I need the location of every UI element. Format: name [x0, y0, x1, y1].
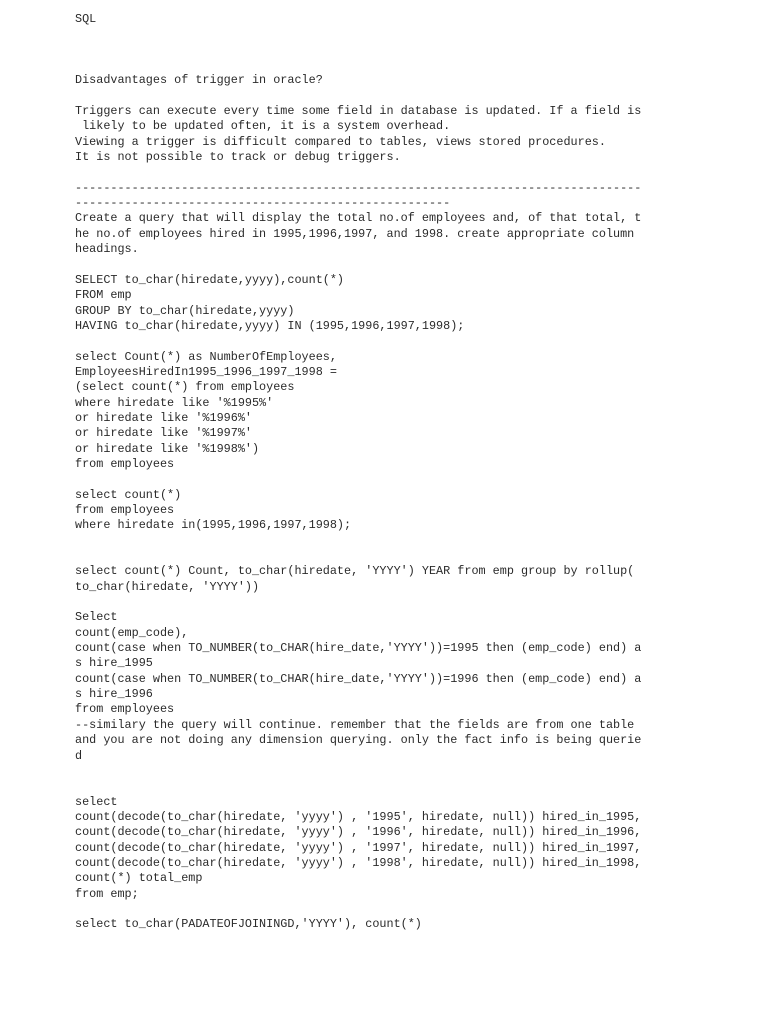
code-line: select to_char(PADATEOFJOININGD,'YYYY'), count(*): [75, 917, 422, 932]
code-line: EmployeesHiredIn1995_1996_1997_1998 =: [75, 364, 337, 379]
sql-query-2: [75, 350, 675, 473]
code-line: from emp;: [75, 886, 139, 901]
code-line: count(decode(to_char(hiredate, 'yyyy') , '1995', hiredate, null)) hired_in_1995,: [75, 809, 642, 824]
divider-line: -----------------------------------------------------: [75, 196, 451, 211]
code-line: to_char(hiredate, 'YYYY')): [75, 579, 260, 594]
code-line: count(emp_code),: [75, 625, 189, 640]
code-line: Select: [75, 610, 118, 625]
code-line: select count(*) Count, to_char(hiredate, 'YYYY') YEAR from emp group by rollup(: [75, 564, 635, 579]
answer-line: Viewing a trigger is difficult compared to tables, views stored procedures.: [75, 134, 606, 149]
question-heading: Disadvantages of trigger in oracle?: [75, 73, 323, 88]
code-line: where hiredate like '%1995%': [75, 395, 274, 410]
sql-query-3: [75, 488, 675, 534]
answer-line: likely to be updated often, it is a system overhead.: [75, 119, 451, 134]
sql-query-1: [75, 273, 675, 334]
answer-line: It is not possible to track or debug triggers.: [75, 150, 401, 165]
code-line: or hiredate like '%1998%'): [75, 441, 260, 456]
code-line: SELECT to_char(hiredate,yyyy),count(*): [75, 272, 345, 287]
document-page: [75, 12, 675, 933]
code-line: from employees: [75, 503, 175, 517]
question-block: [75, 211, 675, 257]
code-line: select Count(*) as NumberOfEmployees,: [75, 349, 337, 364]
answer-block: [75, 104, 675, 165]
document-title: SQL: [75, 12, 97, 26]
code-comment-line: and you are not doing any dimension querying. only the fact info is being querie: [75, 733, 642, 748]
code-line: count(case when TO_NUMBER(to_CHAR(hire_date,'YYYY'))=1996 then (emp_code) end) a: [75, 671, 642, 686]
code-line: from employees: [75, 456, 175, 471]
code-line: select count(*): [75, 487, 182, 502]
sql-query-7: [75, 917, 675, 932]
question-line: headings.: [75, 242, 139, 257]
code-line: count(decode(to_char(hiredate, 'yyyy') , '1998', hiredate, null)) hired_in_1998,: [75, 855, 642, 870]
code-line: s hire_1995: [75, 656, 153, 671]
code-line: FROM emp: [75, 288, 132, 303]
divider-line: --------------------------------------------------------------------------------: [75, 180, 642, 195]
code-line: count(*) total_emp: [75, 871, 203, 886]
code-line: where hiredate in(1995,1996,1997,1998);: [75, 518, 352, 533]
code-line: count(decode(to_char(hiredate, 'yyyy') , '1997', hiredate, null)) hired_in_1997,: [75, 840, 642, 855]
code-line: from employees: [75, 702, 175, 717]
sql-query-5: [75, 610, 675, 763]
sql-query-4: [75, 564, 675, 595]
code-line: count(decode(to_char(hiredate, 'yyyy') , '1996', hiredate, null)) hired_in_1996,: [75, 825, 642, 840]
code-line: or hiredate like '%1997%': [75, 426, 252, 441]
answer-line: Triggers can execute every time some field in database is updated. If a field is: [75, 104, 642, 119]
sql-query-6: [75, 795, 675, 902]
code-line: GROUP BY to_char(hiredate,yyyy): [75, 303, 295, 318]
code-line: or hiredate like '%1996%': [75, 410, 252, 425]
code-line: (select count(*) from employees: [75, 380, 295, 395]
code-comment-line: --similary the query will continue. remember that the fields are from one table: [75, 717, 635, 732]
code-line: count(case when TO_NUMBER(to_CHAR(hire_date,'YYYY'))=1995 then (emp_code) end) a: [75, 641, 642, 656]
code-comment-line: d: [75, 748, 83, 763]
question-line: Create a query that will display the total no.of employees and, of that total, t: [75, 211, 642, 226]
question-line: he no.of employees hired in 1995,1996,1997, and 1998. create appropriate column: [75, 226, 635, 241]
code-line: s hire_1996: [75, 687, 153, 702]
code-line: HAVING to_char(hiredate,yyyy) IN (1995,1996,1997,1998);: [75, 318, 465, 333]
code-line: select: [75, 794, 118, 809]
